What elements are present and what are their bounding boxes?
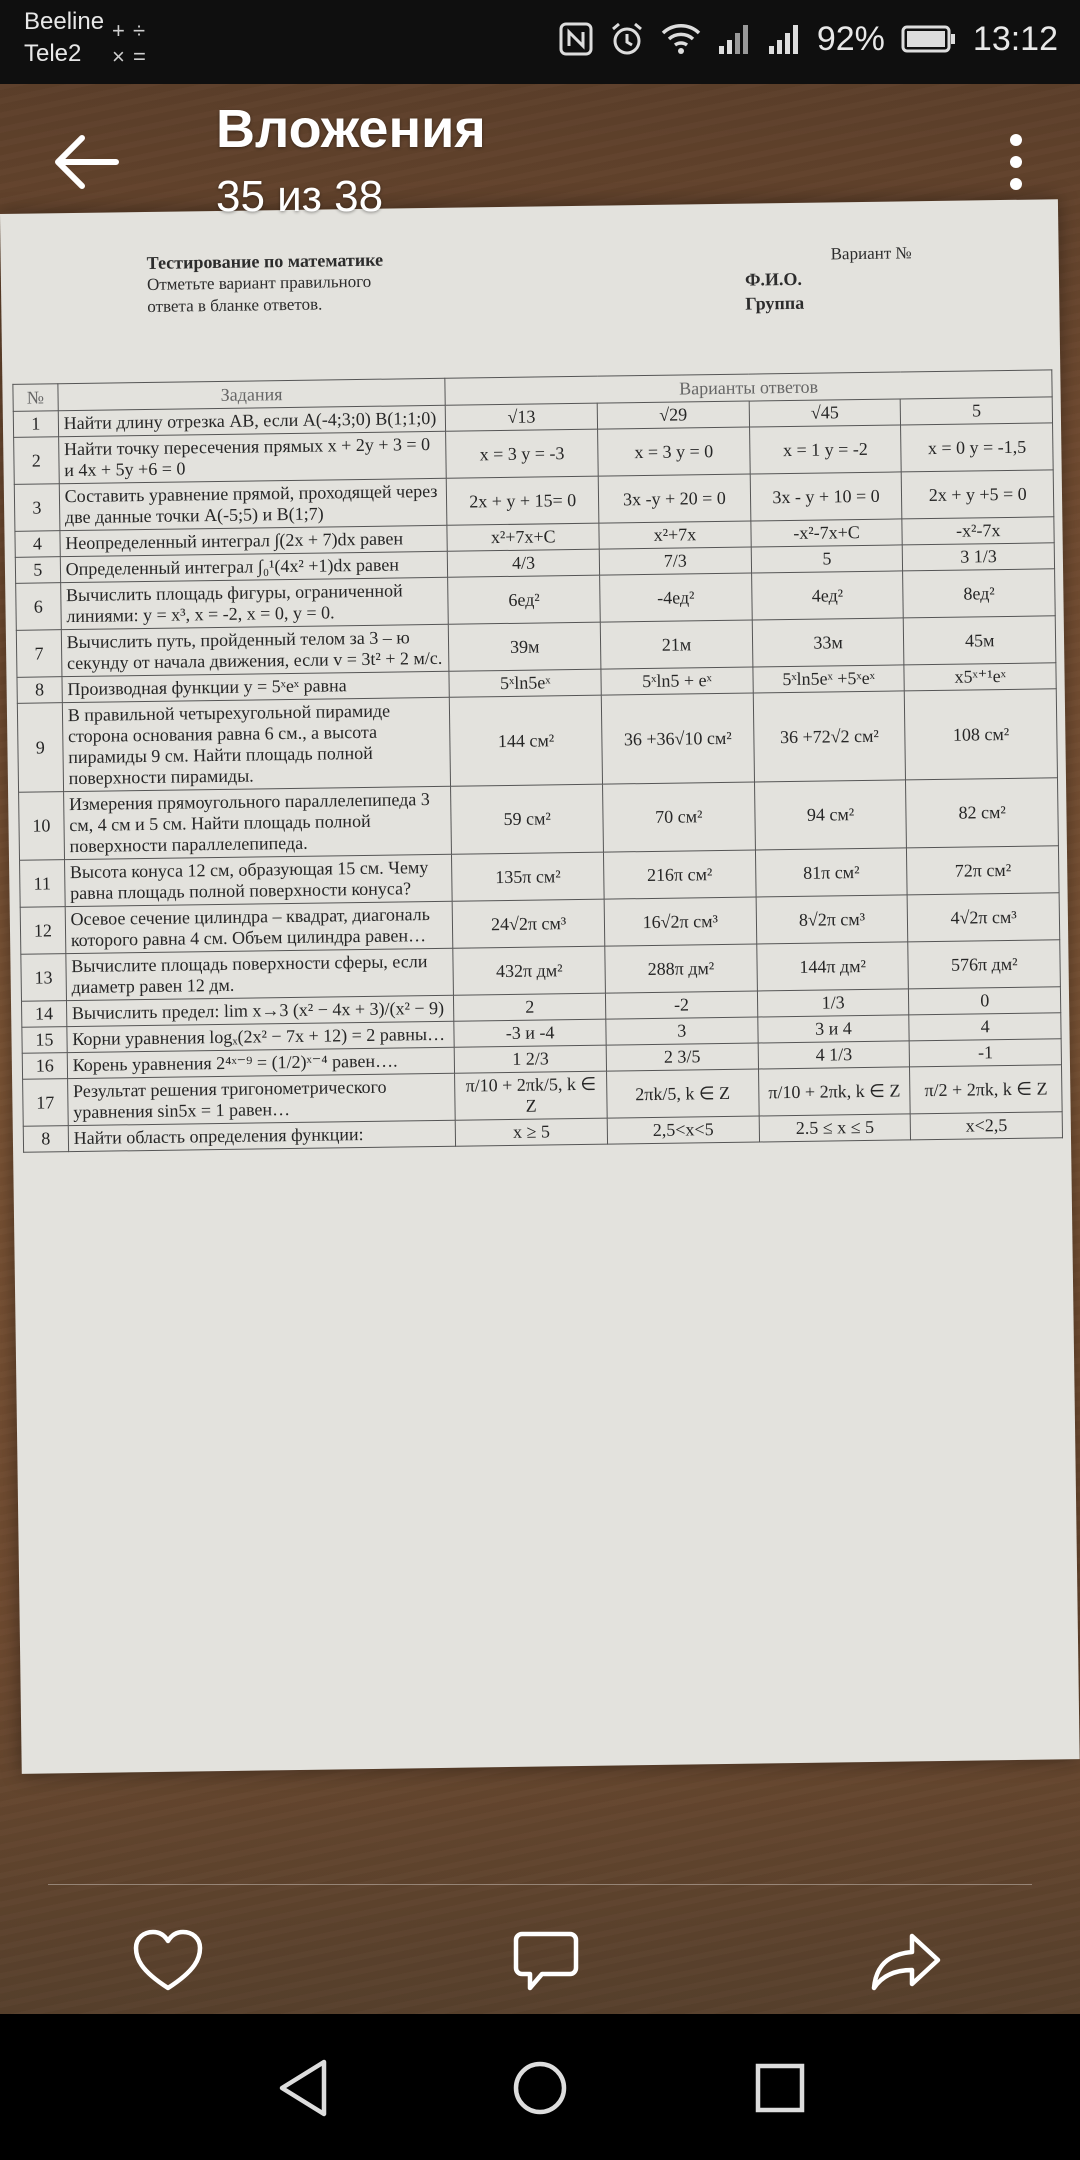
row-task: Вычислить площадь фигуры, ограниченной линиями: y = x³, x = -2, x = 0, y = 0.: [60, 577, 448, 629]
row-number: 15: [22, 1027, 67, 1054]
answer-option: -3 и -4: [454, 1019, 606, 1047]
answer-option: 2x + y + 15= 0: [447, 476, 599, 525]
answer-option: 5ˣln5 + eˣ: [601, 667, 753, 695]
row-number: 2: [14, 437, 59, 485]
answer-option: 4: [909, 1013, 1061, 1041]
row-task: Вычислите площадь поверхности сферы, если диаметр равен 12 дм.: [66, 948, 454, 1000]
table-row: [17, 689, 1057, 792]
row-number: 12: [20, 907, 65, 955]
answer-option: 1/3: [757, 989, 909, 1017]
row-task: Найти точку пересечения прямых x + 2y + 3 = 0 и 4x + 5y +6 = 0: [58, 431, 446, 483]
answer-option: 33м: [752, 618, 904, 667]
answer-option: 3x - y + 10 = 0: [750, 472, 902, 521]
row-task: Вычислить предел: lim x→3 (x² − 4x + 3)/(x² − 9): [66, 995, 454, 1026]
answer-option: 2πk/5, k ∈ Z: [607, 1069, 759, 1118]
answer-option: 4/3: [448, 549, 600, 577]
answer-option: 288π дм²: [605, 944, 757, 993]
answer-option: -4ед²: [600, 573, 752, 622]
page-title: Вложения: [216, 99, 486, 159]
carrier-2: Tele2: [24, 40, 82, 67]
answer-option: -1: [910, 1039, 1062, 1067]
answer-option: 82 см²: [906, 778, 1059, 848]
wifi-icon: [661, 22, 701, 56]
answer-option: -2: [605, 991, 757, 1019]
answer-option: 24√2π см³: [452, 899, 604, 948]
answer-option: x<2,5: [911, 1112, 1063, 1140]
row-number: 10: [19, 792, 65, 861]
navigation-bar: [0, 2014, 1080, 2160]
answer-option: 0: [909, 987, 1061, 1015]
answer-option: 6ед²: [448, 575, 600, 624]
row-task: Осевое сечение цилиндра – квадрат, диагональ которого равна 4 см. Объем цилиндра равен…: [65, 901, 453, 953]
attachment-photo[interactable]: [0, 84, 1080, 2014]
row-number: 17: [23, 1079, 68, 1127]
alarm-icon: [609, 21, 645, 57]
nfc-icon: [559, 22, 593, 56]
app-bar: [0, 84, 1080, 284]
answer-option: 216π см²: [603, 850, 755, 899]
calc-icon: + ÷ × =: [112, 18, 147, 69]
answer-option: 7/3: [599, 547, 751, 575]
row-number: 9: [17, 703, 63, 793]
answer-option: 36 +36√10 см²: [601, 693, 754, 784]
row-task: В правильной четырехугольной пирамиде сторона основания равна 6 см., а высота пирамиды 9 см. Найти площадь полной поверхности пирамиды.: [62, 697, 451, 791]
answer-option: 5: [751, 545, 903, 573]
back-arrow-icon[interactable]: [50, 130, 122, 194]
back-nav-icon[interactable]: [272, 2056, 336, 2120]
row-number: 13: [21, 954, 66, 1002]
answer-option: π/10 + 2πk/5, k ∈ Z: [455, 1071, 607, 1120]
answer-option: x ≥ 5: [455, 1118, 607, 1146]
answer-option: 3 1/3: [903, 543, 1055, 571]
answer-option: 108 см²: [905, 689, 1058, 780]
answer-option: x = 1 y = -2: [749, 425, 901, 474]
sheet-variant: Вариант №: [830, 243, 912, 264]
answer-option: 45м: [904, 616, 1056, 665]
heart-icon[interactable]: [132, 1928, 204, 1994]
row-number: 14: [21, 1001, 66, 1028]
answer-option: 3x -y + 20 = 0: [598, 474, 750, 523]
answer-option: x²+7x+C: [447, 523, 599, 551]
row-task: Корни уравнения logₓ(2x² − 7x + 12) = 2 равны…: [67, 1021, 455, 1052]
clock: 13:12: [972, 19, 1058, 58]
row-task: Найти область определения функции:: [68, 1120, 456, 1151]
action-bar: [0, 1884, 1080, 2014]
row-number: 3: [14, 484, 59, 532]
attachment-counter: 35 из 38: [216, 172, 384, 221]
answer-option: 3: [606, 1017, 758, 1045]
answer-option: 2,5<x<5: [607, 1116, 759, 1144]
signal-icon: [767, 22, 801, 56]
answer-option: -x²-7x: [902, 517, 1054, 545]
more-vert-icon[interactable]: [996, 126, 1036, 198]
answer-option: 2 3/5: [606, 1043, 758, 1071]
test-sheet: [0, 199, 1080, 1774]
row-number: 8: [23, 1126, 68, 1153]
row-task: Составить уравнение прямой, проходящей через две данные точки А(-5;5) и В(1;7): [59, 478, 447, 530]
answer-option: 70 см²: [603, 782, 756, 852]
row-number: 5: [15, 557, 60, 584]
answer-option: √13: [445, 403, 597, 431]
row-number: 16: [22, 1053, 67, 1080]
answer-option: √45: [749, 399, 901, 427]
row-task: Высота конуса 12 см, образующая 15 см. Чему равна площадь полной поверхности конуса?: [64, 854, 452, 906]
row-number: 1: [13, 411, 58, 438]
signal-icon: [717, 22, 751, 56]
status-icons: [559, 14, 1058, 64]
row-task: Неопределенный интеграл ∫(2x + 7)dx равен: [60, 525, 448, 556]
answer-option: 4√2π см³: [908, 893, 1060, 942]
answer-option: 144π дм²: [756, 942, 908, 991]
carrier-names: [24, 6, 104, 70]
row-number: 7: [16, 630, 61, 678]
answer-option: 39м: [449, 622, 601, 671]
answer-option: 2x + y +5 = 0: [902, 470, 1054, 519]
answer-option: 144 см²: [450, 695, 603, 786]
test-table: [12, 369, 1063, 1152]
answer-option: 21м: [600, 620, 752, 669]
comment-icon[interactable]: [510, 1928, 582, 1994]
answer-option: 4 1/3: [758, 1041, 910, 1069]
battery-percent: 92%: [816, 19, 885, 58]
sheet-title: Тестирование по математике: [146, 249, 384, 273]
col-answers: Варианты ответов: [445, 370, 1052, 405]
recents-nav-icon[interactable]: [748, 2056, 812, 2120]
answer-option: 5ˣln5eˣ: [449, 669, 601, 697]
row-number: 11: [20, 860, 65, 908]
answer-option: 576π дм²: [908, 940, 1060, 989]
answer-option: 59 см²: [451, 784, 604, 854]
battery-icon: [901, 24, 957, 54]
answer-option: π/10 + 2πk, k ∈ Z: [758, 1067, 910, 1116]
row-task: Измерения прямоугольного параллелепипеда 3 см, 4 см и 5 см. Найти площадь полной поверхности параллелепипеда.: [63, 786, 451, 859]
answer-option: π/2 + 2πk, k ∈ Z: [910, 1065, 1062, 1114]
row-task: Вычислить путь, пройденный телом за 3 – ю секунду от начала движения, если v = 3t² + 2 м/с.: [61, 624, 449, 676]
answer-option: x = 3 y = -3: [446, 429, 598, 478]
row-task: Найти длину отрезка АВ, если А(-4;3;0) В(1;1;0): [58, 405, 446, 436]
share-icon[interactable]: [870, 1928, 942, 1994]
answer-option: 5ˣln5eˣ +5ˣeˣ: [753, 665, 905, 693]
sheet-group: Группа: [745, 292, 805, 314]
answer-option: 3 и 4: [758, 1015, 910, 1043]
status-bar: [0, 0, 1080, 84]
row-task: Корень уравнения 2⁴ˣ⁻⁹ = (1/2)ˣ⁻⁴ равен….: [67, 1047, 455, 1078]
row-task: Производная функции y = 5ˣeˣ равна: [62, 671, 450, 702]
sheet-instruction-1: Отметьте вариант правильного: [146, 271, 372, 294]
answer-option: 8ед²: [903, 569, 1055, 618]
row-task: Определенный интеграл ∫₀¹(4x² +1)dx равен: [60, 551, 448, 582]
divider: [48, 1884, 1032, 1885]
answer-option: 36 +72√2 см²: [753, 691, 906, 782]
answer-option: 94 см²: [754, 780, 907, 850]
row-number: 6: [16, 583, 61, 631]
answer-option: 5: [901, 397, 1053, 425]
col-task: Задания: [58, 378, 446, 410]
answer-option: x5ˣ⁺¹eˣ: [904, 663, 1056, 691]
answer-option: √29: [597, 401, 749, 429]
answer-option: 135π см²: [452, 852, 604, 901]
answer-option: 2.5 ≤ x ≤ 5: [759, 1114, 911, 1142]
sheet-fio: Ф.И.О.: [744, 268, 803, 290]
row-number: 8: [17, 677, 62, 704]
answer-option: 1 2/3: [454, 1045, 606, 1073]
row-task: Результат решения тригонометрического уравнения sin5x = 1 равен…: [67, 1073, 455, 1125]
answer-option: 2: [454, 993, 606, 1021]
answer-option: x = 0 y = -1,5: [901, 423, 1053, 472]
answer-option: x²+7x: [599, 521, 751, 549]
answer-option: 4ед²: [751, 571, 903, 620]
answer-option: 16√2π см³: [604, 897, 756, 946]
carrier-1: Beeline: [24, 8, 105, 35]
answer-option: -x²-7x+C: [751, 519, 903, 547]
answer-option: 432π дм²: [453, 946, 605, 995]
sheet-instruction-2: ответа в бланке ответов.: [147, 294, 323, 316]
answer-option: x = 3 y = 0: [598, 427, 750, 476]
home-nav-icon[interactable]: [508, 2056, 572, 2120]
answer-option: 8√2π см³: [756, 895, 908, 944]
answer-option: 81π см²: [755, 848, 907, 897]
col-num: №: [13, 384, 58, 412]
row-number: 4: [15, 531, 60, 558]
answer-option: 72π см²: [907, 846, 1059, 895]
